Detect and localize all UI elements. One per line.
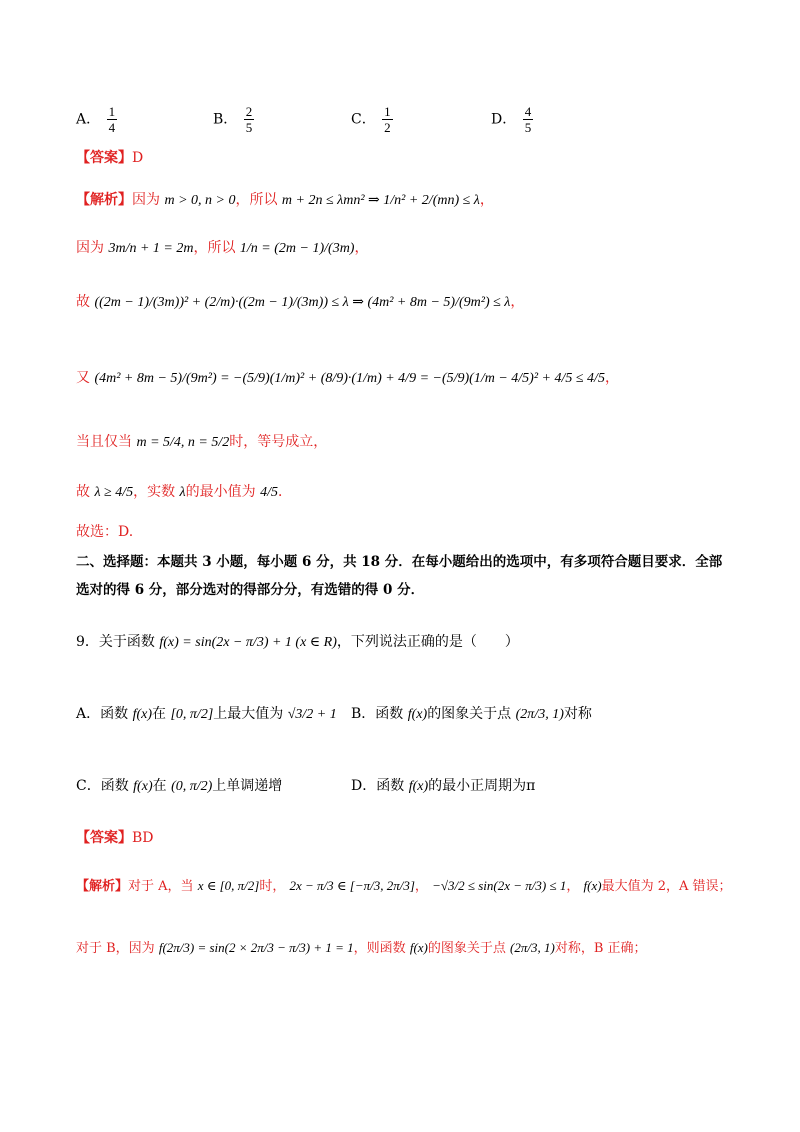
q8-answer: [76, 148, 143, 168]
answer-tag: 【答案】: [76, 830, 132, 846]
answer-value: BD: [132, 830, 154, 846]
q8-analysis-line-6: [76, 482, 292, 503]
math-condition: m > 0, n > 0: [164, 193, 236, 208]
math-function: f(x): [133, 779, 153, 794]
text: 上最大值为: [213, 706, 284, 722]
section-2-heading-line-2: [76, 580, 424, 600]
q8-analysis-line-1: [76, 190, 494, 211]
q9-analysis-line-a: [76, 876, 732, 897]
text: 的图象关于点: [427, 941, 506, 956]
option-b: [213, 104, 256, 135]
answer-tag: 【答案】: [76, 150, 132, 166]
q8-analysis-line-7: [76, 522, 133, 542]
text: 9．关于函数: [76, 634, 155, 650]
text: 对称: [563, 706, 592, 722]
math-function: f(x): [407, 707, 428, 722]
math-interval: (0, π/2): [171, 779, 213, 794]
analysis-tag: 【解析】: [76, 879, 129, 894]
q8-analysis-line-2: [76, 238, 368, 259]
option-denominator: 5: [245, 120, 253, 135]
text: 的最小值为: [185, 484, 256, 500]
text: 又: [76, 370, 90, 386]
text: ，: [479, 192, 494, 208]
q9-option-b: [351, 704, 592, 725]
math-equation: 3m/n + 1 = 2m: [108, 241, 194, 256]
text: ．: [277, 484, 292, 500]
math-value: 4/5: [260, 485, 278, 500]
option-letter: C．: [351, 111, 376, 128]
q9-option-c: [76, 776, 282, 797]
text: 时，等号成立，: [229, 434, 328, 450]
option-a: [76, 104, 119, 135]
q8-analysis-line-3: [76, 292, 524, 313]
text: ，实数: [133, 484, 176, 500]
option-denominator: 2: [384, 120, 391, 135]
math-equation: f(2π/3) = sin(2 × 2π/3 − π/3) + 1 = 1: [158, 940, 354, 955]
q9-option-a: [76, 704, 337, 725]
text: 对于 B，因为: [76, 941, 155, 956]
math-function: f(x): [408, 779, 429, 794]
math-point: (2π/3, 1): [510, 940, 555, 955]
math-function: f(x): [583, 878, 602, 893]
math-interval: x ∈ [0, π/2]: [197, 878, 260, 893]
option-c: [351, 104, 395, 135]
q8-analysis-line-5: [76, 432, 327, 453]
text: ，: [604, 370, 619, 386]
option-denominator: 4: [108, 120, 116, 135]
text: 二、选择题：本题共 3 小题，每小题 6 分，共 18 分．在每小题给出的选项中，有多项符合题目要求．全部: [76, 554, 723, 570]
text: ，所以: [193, 240, 236, 256]
option-letter: B．: [213, 111, 238, 128]
text: ，: [566, 879, 580, 894]
text: 时，: [259, 879, 286, 894]
math-function: f(x): [132, 707, 153, 722]
text: 当且仅当: [76, 434, 132, 450]
text: 上单调递增: [212, 778, 283, 794]
text: 的最小正周期为π: [428, 778, 536, 794]
math-inequality: λ ≥ 4/5: [94, 485, 134, 500]
text: ，则函数: [353, 941, 406, 956]
text: ，所以: [235, 192, 278, 208]
math-equation: ((2m − 1)/(3m))² + (2/m)·((2m − 1)/(3m)) ≤ λ ⇒ (4m² + 8m − 5)/(9m²) ≤ λ: [94, 295, 511, 310]
text: ，: [354, 240, 369, 256]
answer-value: D: [132, 150, 144, 166]
option-d: [491, 104, 535, 135]
math-range: 2x − π/3 ∈ [−π/3, 2π/3]: [289, 878, 415, 893]
math-lambda: λ: [179, 485, 186, 500]
math-function: f(x) = sin(2x − π/3) + 1 (x ∈ R): [159, 635, 337, 650]
text: 故选：D.: [76, 524, 134, 540]
text: 故: [76, 294, 90, 310]
text: B．函数: [351, 706, 404, 722]
math-inequality: −√3/2 ≤ sin(2x − π/3) ≤ 1: [432, 878, 567, 893]
math-inequality: m + 2n ≤ λmn² ⇒ 1/n² + 2/(mn) ≤ λ: [281, 193, 480, 208]
math-equation: m = 5/4, n = 5/2: [136, 435, 230, 450]
text: 对称，B 正确；: [554, 941, 647, 956]
text: 在: [152, 706, 167, 722]
option-letter: A．: [76, 111, 101, 128]
math-function: f(x): [409, 940, 428, 955]
text: C．函数: [76, 778, 129, 794]
text: ，: [510, 294, 525, 310]
analysis-tag: 【解析】: [76, 192, 132, 208]
section-2-heading-line-1: [76, 552, 722, 572]
math-value: √3/2 + 1: [287, 707, 337, 722]
text: 因为: [76, 240, 104, 256]
text: 因为: [132, 192, 160, 208]
math-interval: [0, π/2]: [170, 707, 214, 722]
text: 选对的得 6 分，部分选对的得部分分，有选错的得 0 分．: [76, 582, 425, 598]
text: ，: [414, 879, 428, 894]
q9-stem: [76, 632, 519, 653]
option-numerator: 2: [245, 104, 253, 119]
q9-option-d: [351, 776, 535, 797]
text: A．函数: [76, 706, 129, 722]
q8-analysis-line-4: [76, 368, 619, 389]
text: 对于 A，当: [128, 879, 194, 894]
text: 在: [152, 778, 167, 794]
text: D．函数: [351, 778, 405, 794]
math-equation: 1/n = (2m − 1)/(3m): [239, 241, 355, 256]
option-denominator: 5: [524, 120, 532, 135]
option-numerator: 4: [524, 104, 532, 119]
option-numerator: 1: [108, 104, 116, 119]
text: 最大值为 2，A 错误；: [601, 879, 732, 894]
math-equation: (4m² + 8m − 5)/(9m²) = −(5/9)(1/m)² + (8/9)·(1/m) + 4/9 = −(5/9)(1/m − 4/5)² + 4/5 ≤ 4/5: [94, 371, 605, 386]
text: ，下列说法正确的是（ ）: [336, 634, 519, 650]
q9-answer: [76, 828, 154, 848]
q9-analysis-line-b: [76, 938, 647, 959]
math-point: (2π/3, 1): [515, 707, 564, 722]
text: 的图象关于点: [427, 706, 512, 722]
text: 故: [76, 484, 90, 500]
option-letter: D．: [491, 111, 517, 128]
option-numerator: 1: [384, 104, 391, 119]
